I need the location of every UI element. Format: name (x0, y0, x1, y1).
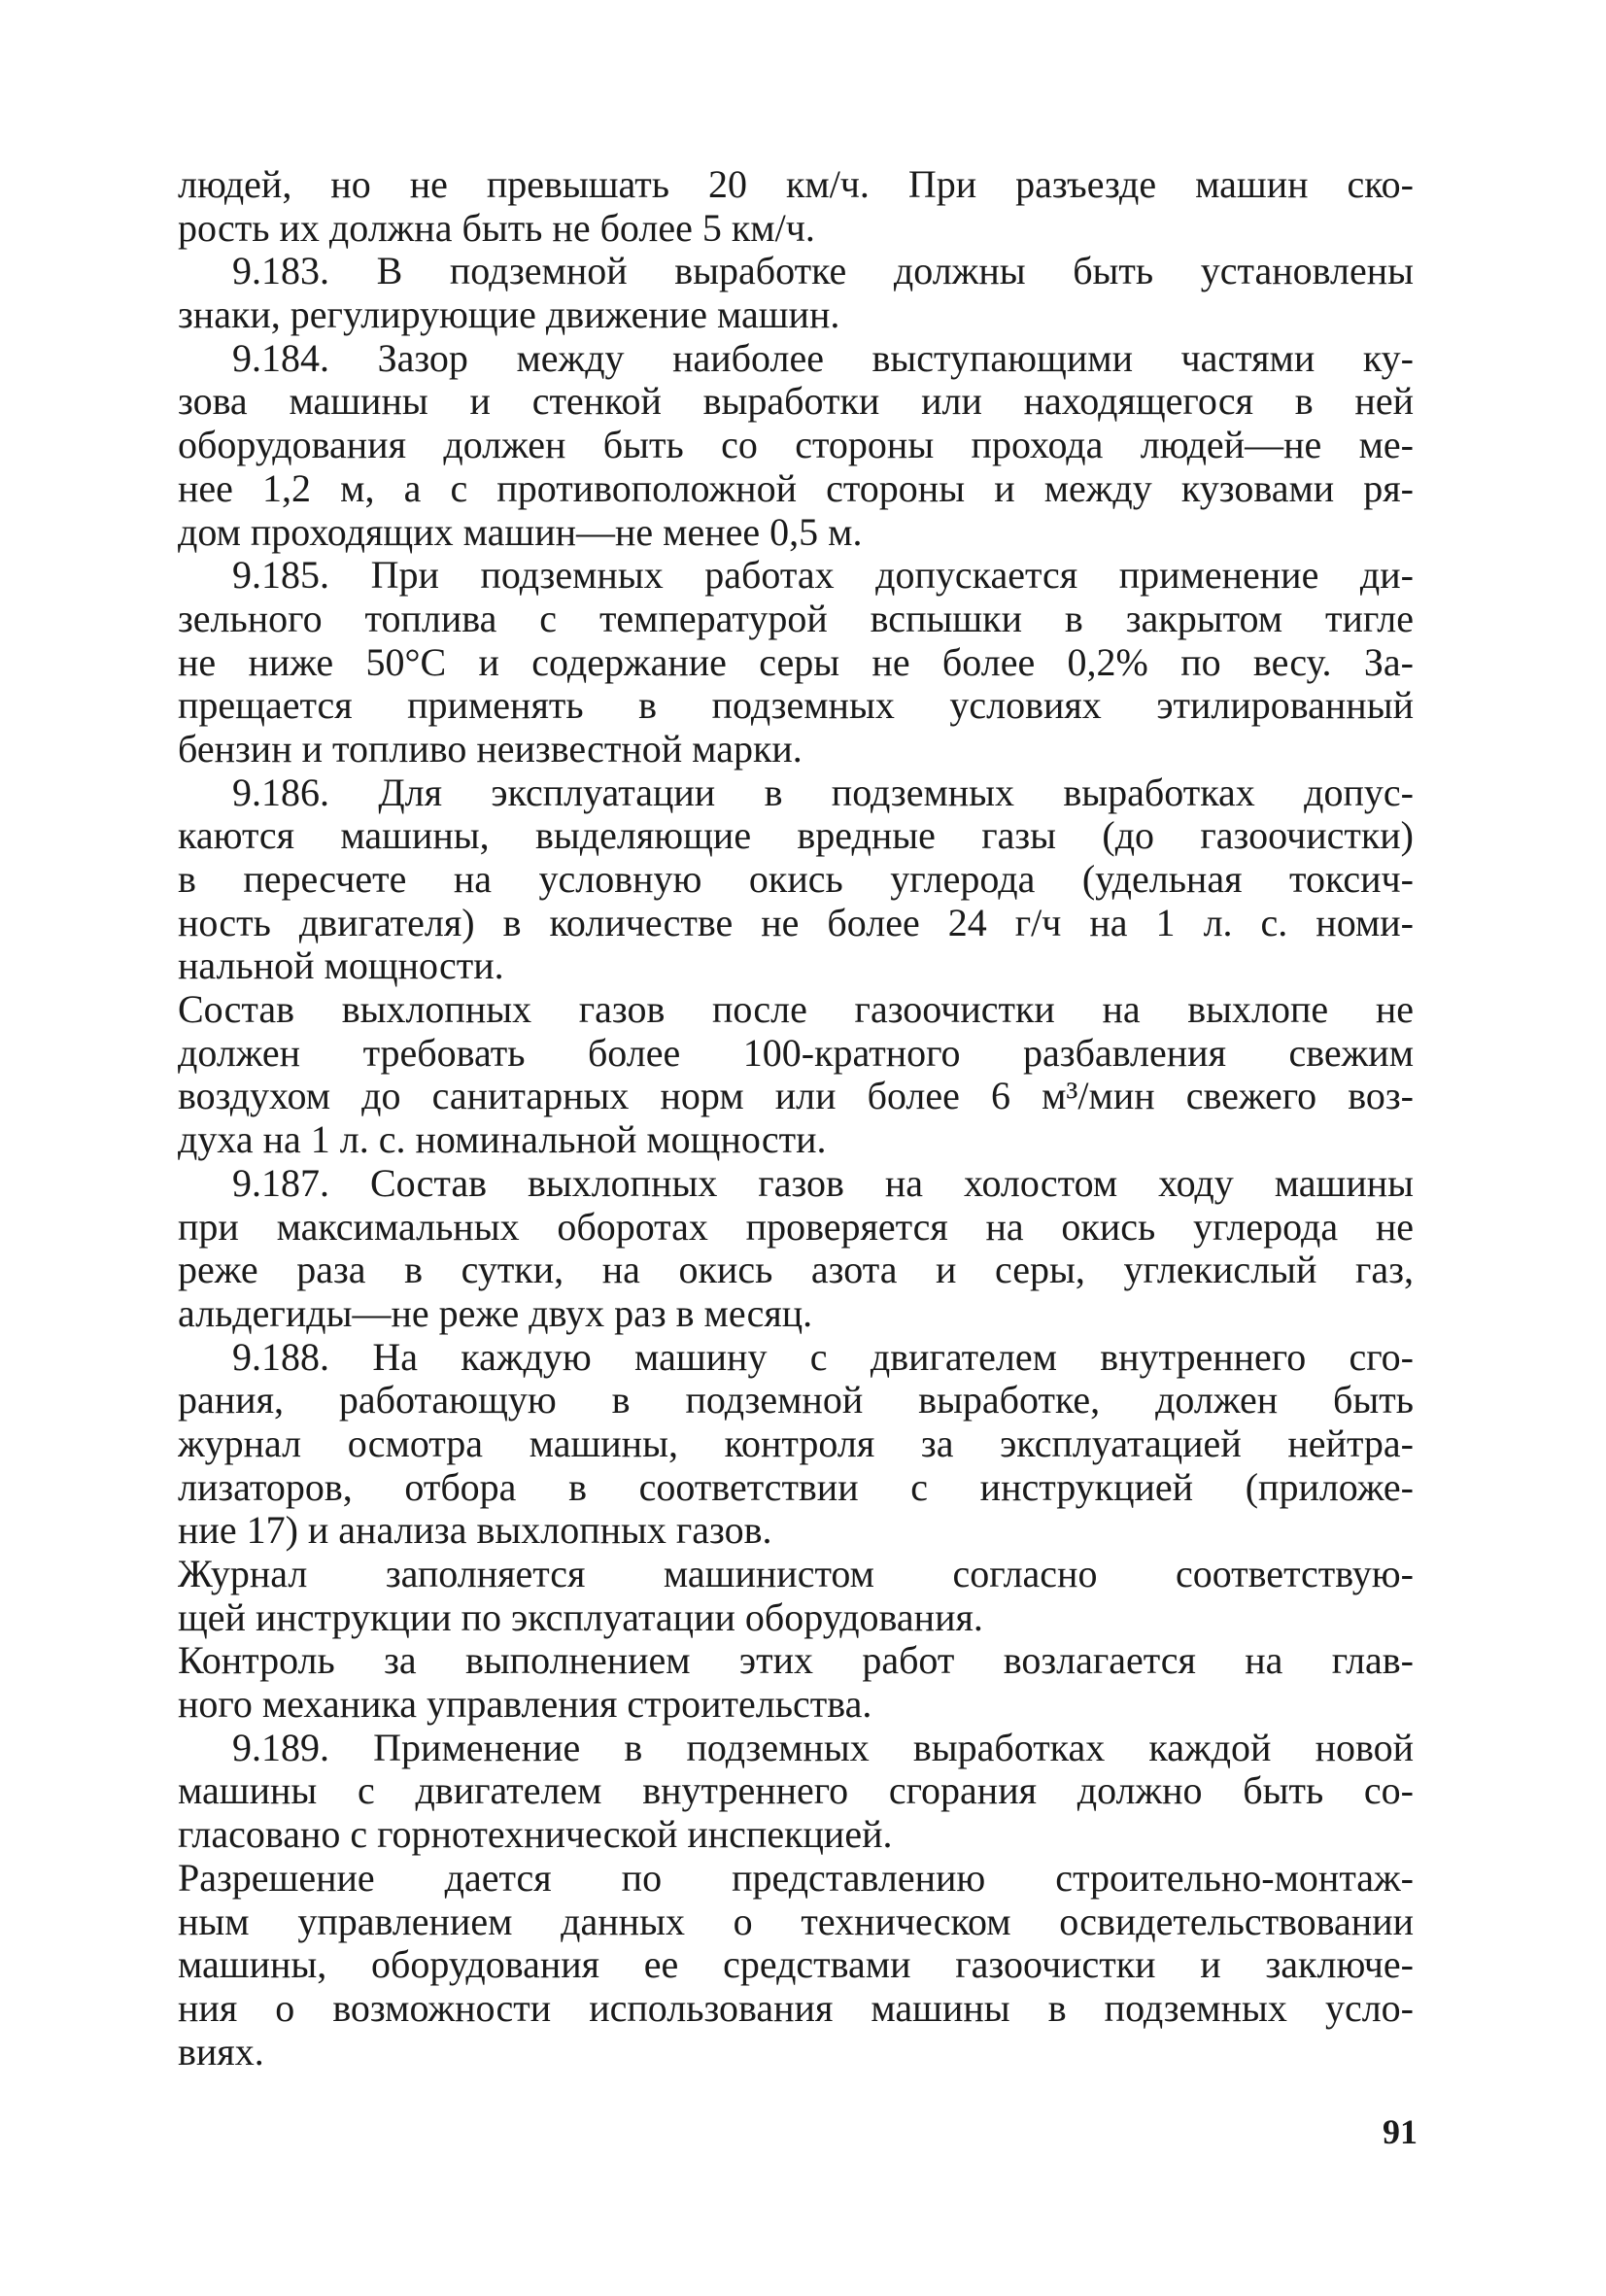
text-line: оборудования должен быть со стороны прохода людей—не ме- (178, 424, 1414, 467)
text-line: 9.186. Для эксплуатации в подземных выработках допус- (232, 771, 1414, 814)
text-line: альдегиды—не реже двух раз в месяц. (178, 1291, 813, 1335)
text-line: Состав выхлопных газов после газоочистки на выхлопе не (178, 988, 1414, 1032)
text-line: Разрешение дается по представлению строительно-монтаж- (178, 1856, 1414, 1900)
text-line: 9.187. Состав выхлопных газов на холостом ходу машины (232, 1161, 1414, 1205)
text-line: не ниже 50°С и содержание серы не более 0,2% по весу. За- (178, 640, 1414, 684)
text-line: рания, работающую в подземной выработке, должен быть (178, 1379, 1414, 1422)
text-line: духа на 1 л. с. номинальной мощности. (178, 1118, 827, 1162)
text-line: 9.183. В подземной выработке должны быть установлены (232, 250, 1414, 293)
text-line: Журнал заполняется машинистом согласно соответствую- (178, 1553, 1414, 1595)
text-line: должен требовать более 100-кратного разбавления свежим (178, 1031, 1414, 1075)
text-line: машины с двигателем внутреннего сгорания должно быть со- (178, 1769, 1414, 1813)
text-line: при максимальных оборотах проверяется на окись углерода не (178, 1205, 1414, 1249)
text-line: нальной мощности. (178, 944, 504, 988)
text-line: людей, но не превышать 20 км/ч. При разъезде машин ско- (178, 163, 1414, 206)
text-line: ния о возможности использования машины в подземных усло- (178, 1986, 1414, 2030)
text-line: 9.189. Применение в подземных выработках каждой новой (232, 1726, 1414, 1769)
text-line: машины, оборудования ее средствами газоочистки и заключе- (178, 1943, 1414, 1987)
text-line: лизаторов, отбора в соответствии с инструкцией (приложе- (178, 1465, 1414, 1509)
text-line: ного механика управления строительства. (178, 1683, 872, 1727)
text-line: ным управлением данных о техническом освидетельствовании (178, 1900, 1414, 1943)
text-line: реже раза в сутки, на окись азота и серы, углекислый газ, (178, 1249, 1414, 1292)
text-line: бензин и топливо неизвестной марки. (178, 727, 803, 771)
text-line: знаки, регулирующие движение машин. (178, 293, 840, 337)
text-line: дом проходящих машин—не менее 0,5 м. (178, 510, 863, 554)
text-line: в пересчете на условную окись углерода (удельная токсич- (178, 858, 1414, 901)
text-line: зельного топлива с температурой вспышки в закрытом тигле (178, 597, 1414, 640)
text-line: щей инструкции по эксплуатации оборудования. (178, 1595, 983, 1639)
page-number: 91 (1383, 2112, 1418, 2151)
text-line: 9.188. На каждую машину с двигателем внутреннего сго- (232, 1335, 1414, 1379)
text-line: ние 17) и анализа выхлопных газов. (178, 1509, 772, 1553)
text-line: журнал осмотра машины, контроля за эксплуатацией нейтра- (178, 1422, 1414, 1465)
text-line: ность двигателя) в количестве не более 24 г/ч на 1 л. с. номи- (178, 901, 1414, 944)
text-line: рость их должна быть не более 5 км/ч. (178, 206, 815, 250)
body-text (178, 163, 1414, 2073)
text-line: Контроль за выполнением этих работ возлагается на глав- (178, 1639, 1414, 1683)
text-line: воздухом до санитарных норм или более 6 м³/мин свежего воз- (178, 1075, 1414, 1118)
text-line: 9.184. Зазор между наиболее выступающими частями ку- (232, 336, 1414, 380)
text-line: нее 1,2 м, а с противоположной стороны и между кузовами ря- (178, 466, 1414, 510)
text-line: каются машины, выделяющие вредные газы (до газоочистки) (178, 814, 1414, 858)
text-line: прещается применять в подземных условиях этилированный (178, 684, 1414, 728)
text-line: виях. (178, 2030, 264, 2073)
text-line: 9.185. При подземных работах допускается применение ди- (232, 554, 1414, 598)
text-line: зова машины и стенкой выработки или находящегося в ней (178, 380, 1414, 424)
text-line: гласовано с горнотехнической инспекцией. (178, 1813, 893, 1857)
